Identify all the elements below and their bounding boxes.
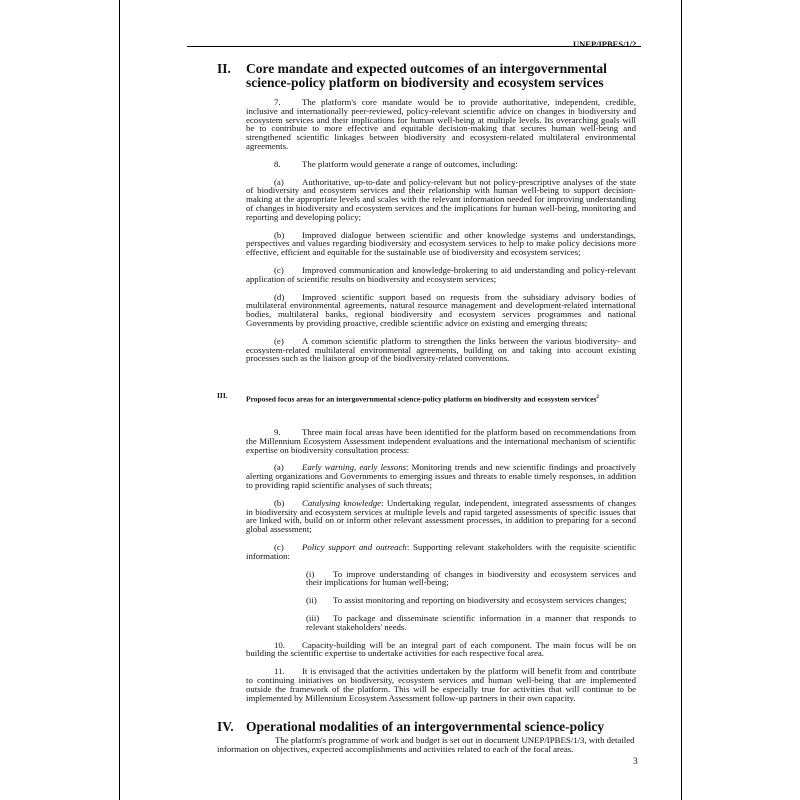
paragraph-number: 7.: [274, 97, 281, 107]
paragraph-text: The platform's core mandate would be to provide authoritative, independent, credible, inclusive and internationally peer-reviewed, policy-relevant scientific advice on changes in biodiversity and ecosystem services and their implications for human well-being at multiple levels. Its overarching goals will be to contribute to more effective and equitable decision-making that secures human well-being and strengthened scientific linkages between biodiversity and ecosystem-related multilateral environmental agreements.: [246, 97, 636, 151]
list-item-label: (d): [274, 291, 285, 302]
list-item-title: Catalysing knowledge: [302, 497, 382, 508]
paragraph-text: Three main focal areas have been identified for the platform based on recommendations from the Millennium Ecosystem Assessment independent evaluations and the international mechanism of scientific expertise on biodiversity consultation process:: [246, 427, 636, 455]
section-4-title: Operational modalities of an intergovernmental science-policy: [246, 719, 605, 734]
list-item: [246, 178, 636, 222]
sub-list-item: [306, 614, 636, 632]
paragraph-11: [246, 667, 636, 702]
paragraph-text: It is envisaged that the activities undertaken by the platform will benefit from and contribute to continuing initiatives on biodiversity, ecosystem services and human well-being that are implemented outside the framework of the platform. This will be especially true for activities that will continue to be implemented by Millennium Ecosystem Assessment follow-up partners in their own capacity.: [246, 666, 636, 703]
section-2-body: [246, 98, 636, 372]
section-3-number: III.: [217, 391, 228, 400]
sub-list-item-text: To assist monitoring and reporting on biodiversity and ecosystem services changes;: [333, 595, 627, 606]
list-item: [246, 337, 636, 363]
sub-list-item: [306, 570, 636, 588]
section-3-title: [246, 391, 636, 407]
section-3-body: [246, 428, 636, 711]
list-item: [246, 231, 636, 257]
list-item-label: (a): [274, 176, 284, 187]
section-2-number: II.: [217, 61, 231, 76]
list-item-label: (e): [274, 335, 284, 346]
list-item-text: : Monitoring trends and new scientific findings and proactively alerting organizations and Governments to emerging issues and threats to enable timely responses, in addition to providing rapid scientific analyses of such threats;: [246, 462, 636, 490]
list-item-text: Improved scientific support based on requests from the subsidiary advisory bodies of multilateral environmental agreements, natural resource management and development-related international bodies, multilateral banks, regional biodiversity and ecosystem services programmes and national Governments by providing proactive, credible scientific advice on existing and emerging threats;: [246, 291, 636, 328]
paragraph-10: [246, 641, 636, 659]
list-item-title: Policy support and outreach: [302, 541, 407, 552]
list-item: [246, 499, 636, 534]
list-item: [246, 293, 636, 328]
list-item-text: : Undertaking regular, independent, integrated assessments of changes in biodiversity and ecosystem services at multiple levels and rapid targeted assessments of specific issues that are linked with, build on or inform other relevant assessment processes, in addition to preparing for a second global assessment;: [246, 497, 636, 535]
paragraph-number: 9.: [274, 427, 281, 437]
list-item-label: (b): [274, 497, 285, 508]
list-item: [246, 266, 636, 284]
page-number: 3: [633, 757, 638, 767]
list-item-text: Authoritative, up-to-date and policy-relevant but not policy-prescriptive analyses of the state of biodiversity and ecosystem services and their relationship with human well-being to support decision-making at the appropriate levels and scales with the relevant information needed for improving understanding of changes in biodiversity and ecosystem services and the implications for human well-being, monitoring and reporting and developing policy;: [246, 176, 636, 222]
section-3-title-text: Proposed focus areas for an intergovernmental science-policy platform on biodiversity and ecosystem services: [246, 394, 597, 404]
list-item-text: Improved dialogue between scientific and other knowledge systems and understandings, perspectives and values regarding biodiversity and ecosystem services to help to make policy decisions more effective, efficient and equitable for the sustainable use of biodiversity and ecosystem services;: [246, 229, 636, 258]
section-2-title: Core mandate and expected outcomes of an intergovernmental science-policy platform on biodiversity and ecosystem services: [246, 61, 607, 90]
list-item-title: Early warning, early lessons: [302, 462, 407, 473]
list-item-label: (a): [274, 462, 284, 473]
list-item-text: Improved communication and knowledge-brokering to aid understanding and policy-relevant application of scientific results on biodiversity and ecosystem services;: [246, 264, 636, 284]
list-item-label: (c): [274, 541, 284, 552]
list-item-label: (c): [274, 264, 284, 275]
paragraph-number: 11.: [274, 666, 285, 677]
sub-list-item-text: To improve understanding of changes in biodiversity and ecosystem services and their implications for human well-being;: [306, 568, 636, 588]
list-item-text: : Supporting relevant stakeholders with the requisite scientific information:: [246, 541, 636, 561]
list-item: [246, 463, 636, 489]
sub-list-item-label: (iii): [306, 612, 320, 623]
paragraph-text: The platform's programme of work and budget is set out in document UNEP/IPBES/1/3, with detailed information on objectives, expected accomplishments and activities related to each of the focal areas.: [217, 735, 635, 754]
list-item-label: (b): [274, 229, 285, 240]
document-code: UNEP/IPBES/1/2: [573, 39, 637, 49]
paragraph-number: 10.: [274, 639, 285, 650]
header-rule: [187, 46, 641, 47]
list-item-text: A common scientific platform to strengthen the links between the various biodiversity- and ecosystem-related multilateral environmental agreements, building on and taking into account existing processes such as the liaison group of the biodiversity-related conventions.: [246, 335, 636, 364]
sub-list-item-label: (i): [306, 568, 315, 579]
paragraph-8: [246, 160, 636, 169]
footnote-mark: 2: [596, 395, 599, 400]
paragraph-9: [246, 428, 636, 454]
section-4-tail-paragraph: [217, 736, 637, 754]
section-4-number: IV.: [217, 719, 234, 734]
sub-list-item-label: (ii): [306, 595, 317, 606]
paragraph-7: [246, 98, 636, 151]
list-item: [246, 543, 636, 561]
paragraph-number: 8.: [274, 158, 281, 169]
paragraph-text: The platform would generate a range of outcomes, including:: [302, 158, 518, 169]
paragraph-text: Capacity-building will be an integral part of each component. The main focus will be on building the scientific expertise to undertake activities for each respective focal area.: [246, 639, 636, 659]
sub-list-item: [306, 596, 636, 605]
sub-list-item-text: To package and disseminate scientific information in a manner that responds to relevant stakeholders' needs.: [306, 612, 636, 632]
